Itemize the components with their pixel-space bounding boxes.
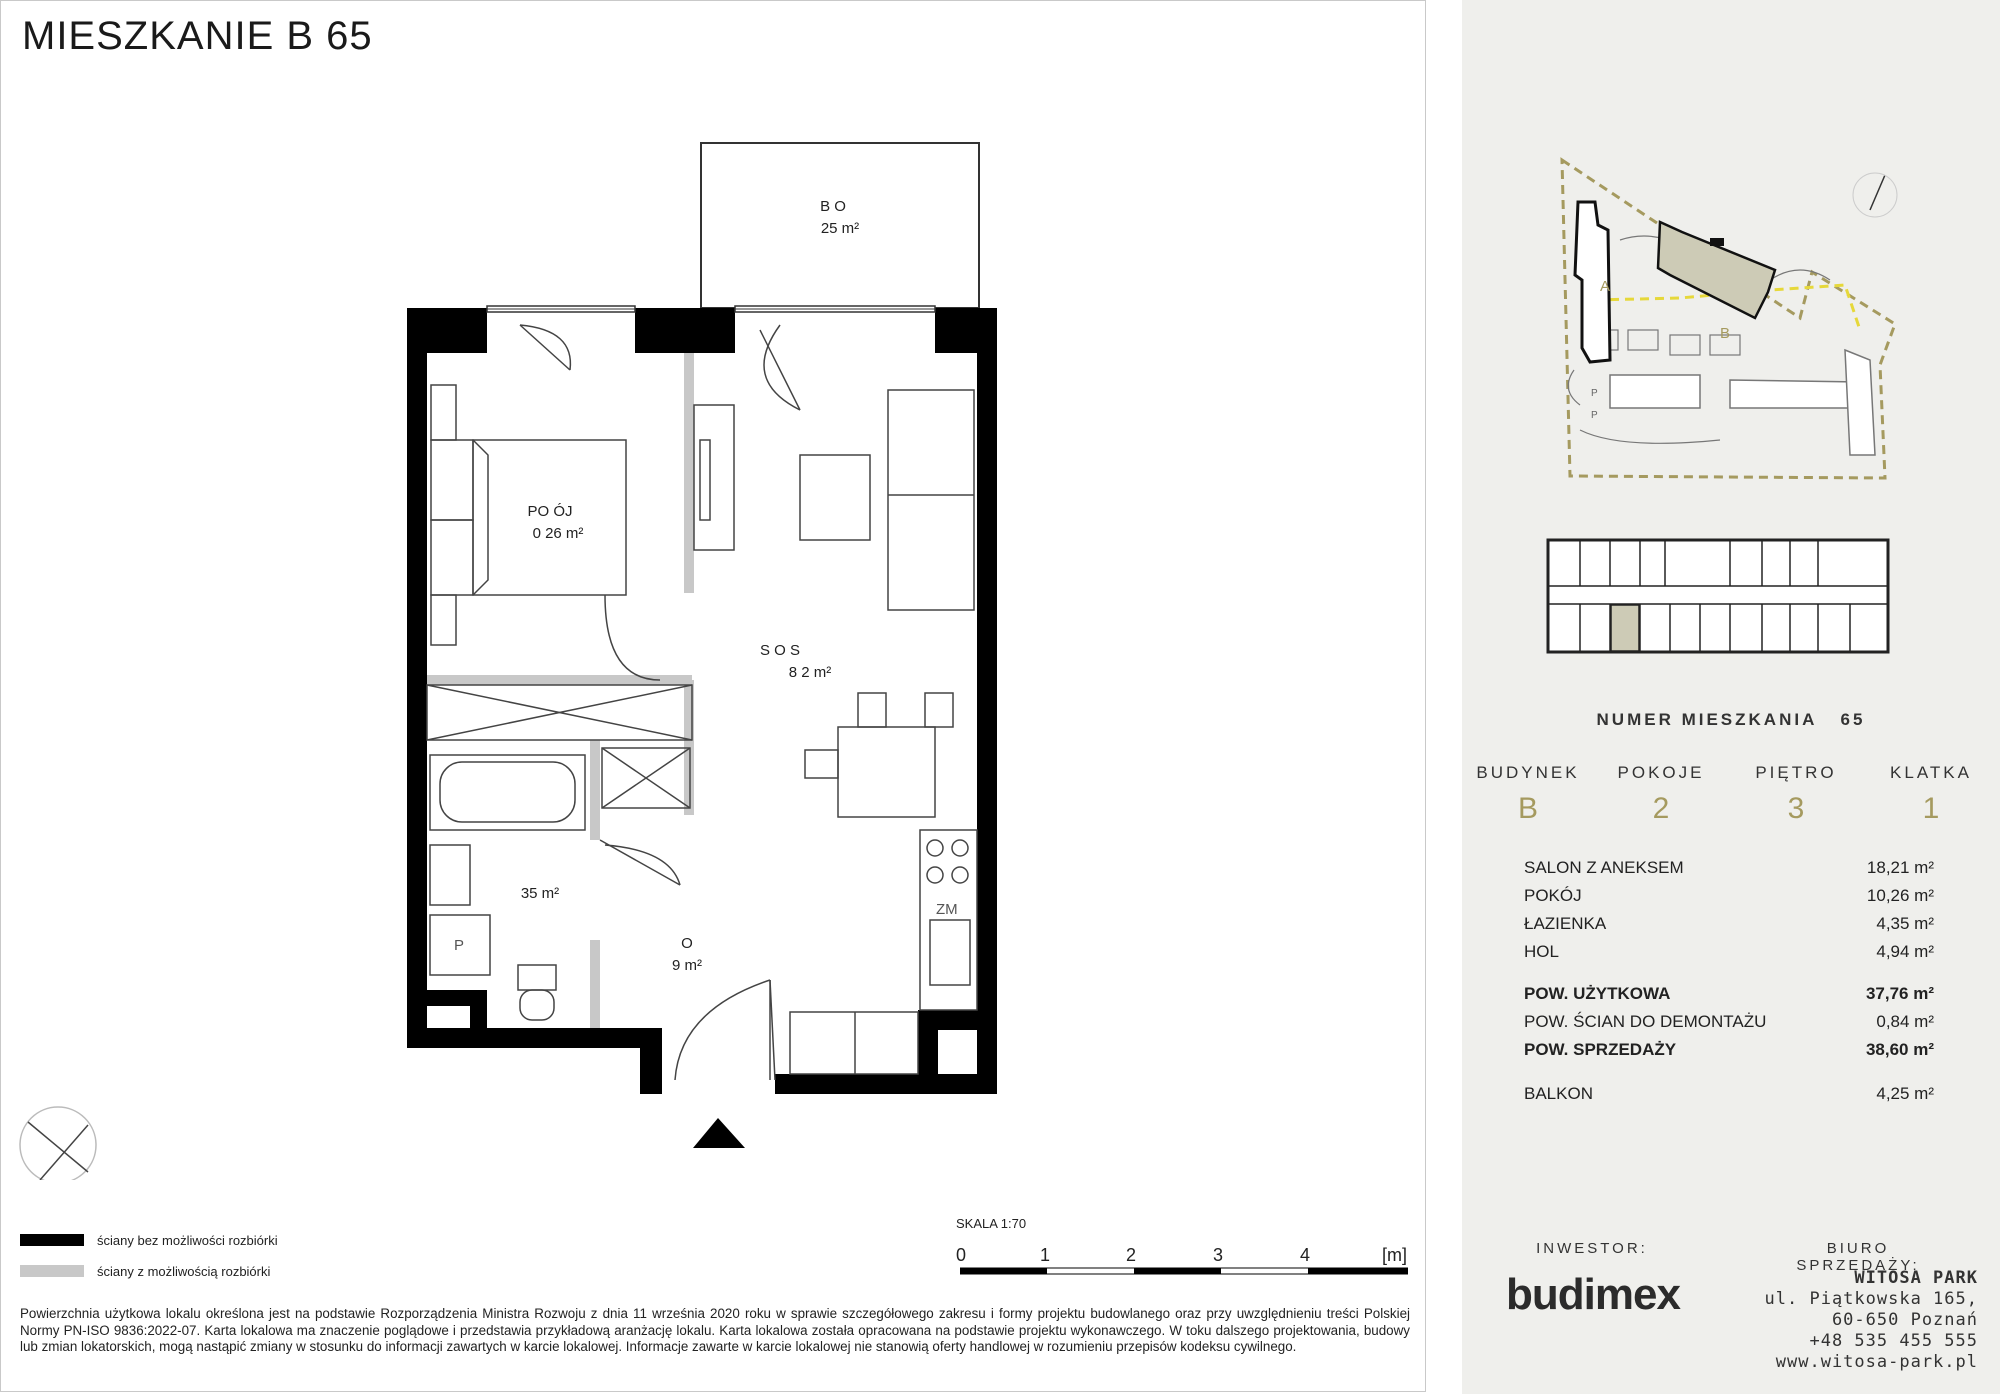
investor-logo: budimex [1506, 1270, 1680, 1319]
area-value: 18,21 m² [1866, 858, 1934, 877]
scale-bar [960, 1266, 1408, 1276]
area-value: 37,76 m² [1865, 984, 1934, 1003]
attr-rooms-value: 2 [1652, 792, 1670, 825]
office-phone: +48 535 455 555 [1809, 1331, 1978, 1351]
washer-label: P [454, 937, 465, 954]
apartment-number-label: NUMER MIESZKANIA [1596, 710, 1818, 729]
apartment-number-title [1462, 710, 2000, 730]
floor-key-plan [1540, 528, 1920, 668]
area-value: 4,35 m² [1876, 914, 1934, 933]
legal-footnote: Powierzchnia użytkowa lokalu określona jest na podstawie Rozporządzenia Ministra Rozwoju z dnia 11 września 2020 roku w sprawie szczegółowego zakresu i formy projektu budowlanego oraz przy uwzględnieniu treści Polskiej Normy PN-ISO 9836:2022-07. Karta lokalowa ma znaczenie poglądowe i przedstawia przykładową aranżację lokalu. Karta lokalowa została opracowana na podstawie projektu wykonawczego. W toku dalszego projektowania, budowy lub zmian lokatorskich, mogą nastąpić zmiany w stosunku do informacji zawartych w karcie lokalowej. Informacje zawarte w karcie lokalowej nie stanowią oferty handlowej w rozumieniu przepisów kodeksu cywilnego. [20, 1306, 1410, 1355]
area-name: SALON Z ANEKSEM [1524, 858, 1684, 877]
compass-icon [20, 1107, 96, 1180]
apartment-number: 65 [1840, 710, 1866, 729]
office-website[interactable]: www.witosa-park.pl [1775, 1352, 1978, 1372]
scale-tick-1: 1 [1040, 1245, 1051, 1265]
bearing-walls [407, 308, 997, 1094]
salon-area: 8 2 m² [788, 664, 832, 681]
attr-floor-head: PIĘTRO [1755, 763, 1837, 782]
legend-removable-swatch [20, 1265, 84, 1277]
attr-rooms-head: POKOJE [1617, 763, 1705, 782]
salon-name: S O S [759, 642, 800, 659]
bathroom-area: 35 m² [520, 885, 560, 902]
balcony-name: B O [820, 198, 846, 215]
scale-unit: [m] [1382, 1245, 1407, 1265]
legend-fixed-label: ściany bez możliwości rozbiórki [97, 1233, 278, 1248]
scale-tick-3: 3 [1213, 1245, 1224, 1265]
site-plan [1540, 150, 1920, 490]
area-name: BALKON [1524, 1084, 1593, 1103]
area-value: 4,25 m² [1876, 1084, 1934, 1103]
scale-tick-2: 2 [1126, 1245, 1137, 1265]
area-value: 38,60 m² [1865, 1040, 1934, 1059]
scale-label: SKALA 1:70 [956, 1216, 1027, 1231]
attr-staircase-value: 1 [1922, 792, 1940, 825]
attr-floor-value: 3 [1787, 792, 1805, 825]
partition-walls [427, 353, 694, 1028]
hall-name: O [681, 935, 693, 952]
site-parking-1: P [1591, 388, 1598, 399]
entrance-arrow [693, 1118, 745, 1148]
legend-removable-label: ściany z możliwością rozbiórki [97, 1264, 271, 1279]
area-name: POW. SPRZEDAŻY [1524, 1040, 1677, 1059]
legend-fixed-swatch [20, 1234, 84, 1246]
attr-staircase-head: KLATKA [1890, 763, 1972, 782]
zm-label: ZM [936, 901, 958, 918]
attr-building-value: B [1517, 792, 1538, 825]
scale-tick-0: 0 [956, 1245, 967, 1265]
area-value: 10,26 m² [1866, 886, 1934, 905]
room-name: PO ÓJ [527, 503, 573, 520]
office-city: 60-650 Poznań [1831, 1310, 1978, 1330]
site-parking-2: P [1591, 410, 1598, 421]
attr-building-head: BUDYNEK [1476, 763, 1580, 782]
area-value: 0,84 m² [1876, 1012, 1934, 1031]
site-building-a: A [1600, 278, 1611, 295]
area-name: POKÓJ [1524, 886, 1582, 905]
area-name: POW. ŚCIAN DO DEMONTAŻU [1524, 1012, 1767, 1031]
office-label: BIURO SPRZEDAŻY: [1796, 1240, 1920, 1274]
office-street: ul. Piątkowska 165, [1764, 1289, 1978, 1309]
hall-area: 9 m² [672, 957, 702, 974]
investor-label: INWESTOR: [1536, 1240, 1648, 1257]
area-name: POW. UŻYTKOWA [1524, 984, 1671, 1003]
room-area: 0 26 m² [532, 525, 584, 542]
scale-tick-4: 4 [1300, 1245, 1311, 1265]
balcony-area: 25 m² [820, 220, 860, 237]
office-name: WITOSA PARK [1854, 1268, 1978, 1288]
area-name: HOL [1524, 942, 1559, 961]
area-name: ŁAZIENKA [1524, 914, 1607, 933]
area-value: 4,94 m² [1876, 942, 1934, 961]
page-title: MIESZKANIE B 65 [22, 14, 373, 58]
site-building-b: B [1720, 325, 1731, 342]
